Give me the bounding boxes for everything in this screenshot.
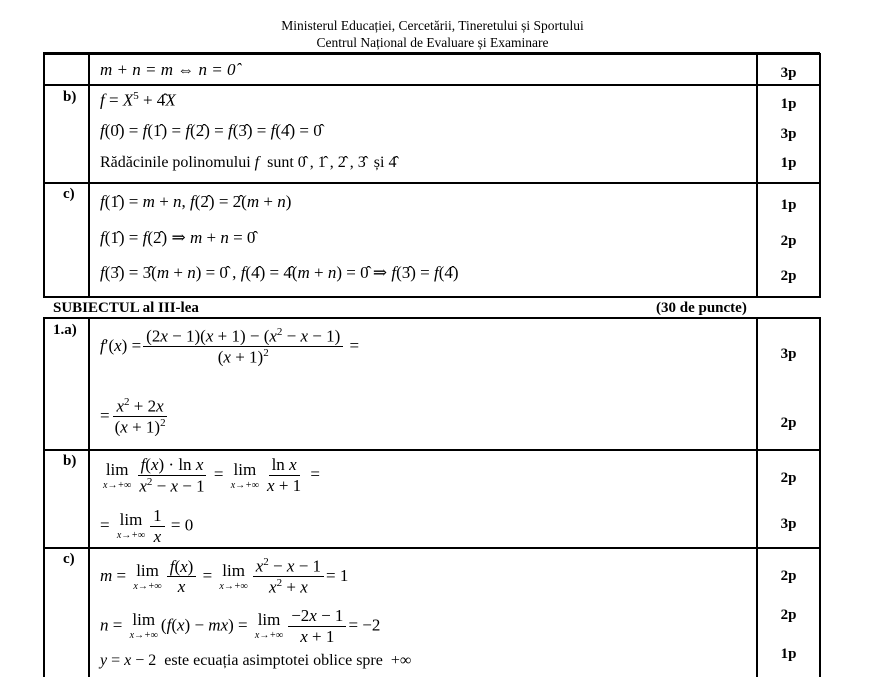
solution-line: f(0̂) = f(1̂) = f(2̂) = f(3̂) = f(4̂) = 0̂ xyxy=(100,121,322,140)
points-value: 3p xyxy=(780,126,797,142)
solution-line: f(1̂) = m + n, f(2̂) = 2̂(m + n) xyxy=(100,192,292,211)
lim-subscript: x→+∞ xyxy=(230,479,260,491)
row-divider xyxy=(43,296,820,298)
item-label: c) xyxy=(63,186,75,202)
solution-line: Rădăcinile polinomului f sunt 0̂ , 1̂ , 2̂ , 3̂ și 4̂ xyxy=(100,154,397,171)
solution-line: y = x − 2 este ecuația asimptotei oblice spre +∞ xyxy=(100,652,412,669)
points-column-divider xyxy=(756,53,758,298)
points-value: 2p xyxy=(780,233,797,249)
header-rule xyxy=(43,52,820,55)
solution-line: m = lim x→+∞ $\frac{f(x)}{x}$ = lim x→+∞ $\frac{x^2 - x - 1}{x^2 + x}$ = 1 xyxy=(100,556,349,597)
lim-subscript: x→+∞ xyxy=(129,630,158,642)
section-score: (30 de puncte) xyxy=(656,300,747,316)
points-value: 2p xyxy=(780,415,797,431)
points-value: 2p xyxy=(780,268,797,284)
points-value: 1p xyxy=(780,646,797,662)
lim-operator: lim xyxy=(257,610,281,630)
points-value: 1p xyxy=(780,197,797,213)
item-label: c) xyxy=(63,551,75,567)
lim-operator: lim xyxy=(132,610,156,630)
points-value: 2p xyxy=(780,607,797,623)
points-value: 2p xyxy=(780,568,797,584)
solution-line: n = lim x→+∞ (f(x) − mx) = lim x→+∞ $\frac{-2x - 1}{x + 1}$ = −2 xyxy=(100,606,381,646)
item-label: b) xyxy=(63,453,77,469)
lim-operator: lim xyxy=(136,561,159,581)
asymptote-text: este ecuația asimptotei oblice spre xyxy=(164,652,383,669)
table-border-right xyxy=(819,53,821,298)
solution-line: lim x→+∞ $\frac{\text{f(x) · ln x}}{x^2 - x - 1}$ = lim x→+∞ $\frac{\text{ln x}}{x + 1}$ = xyxy=(103,455,321,496)
label-column-divider xyxy=(88,53,90,298)
row-divider xyxy=(43,84,820,86)
lim-subscript: x→+∞ xyxy=(133,581,162,593)
lim-operator: lim xyxy=(233,459,257,479)
lim-subscript: x→+∞ xyxy=(103,479,132,491)
lim-subscript: x→+∞ xyxy=(219,581,248,593)
center-title: Centrul Național de Evaluare și Examinare xyxy=(316,35,549,50)
solution-line: $f = X^5$ + 4̂X xyxy=(100,90,176,110)
table-border-left xyxy=(43,317,45,677)
points-value: 1p xyxy=(780,96,797,112)
row-divider xyxy=(43,182,820,184)
solution-line: m + n = m ⇔ n = 0̂ xyxy=(100,60,236,79)
roots-text: Rădăcinile polinomului xyxy=(100,154,251,171)
solution-line: f′(x) = $\frac{(2x - 1)(x + 1) - (x^2 - x - 1)}{(x + 1)^2}$ = xyxy=(100,326,360,367)
row-divider xyxy=(43,449,820,451)
solution-line: = lim x→+∞ $\frac{1}{x}$ = 0 xyxy=(100,506,194,546)
lim-operator: lim xyxy=(105,459,129,479)
table-border-left xyxy=(43,53,45,298)
points-value: 1p xyxy=(780,155,797,171)
table-top-border xyxy=(43,317,820,319)
lim-subscript: x→+∞ xyxy=(116,530,146,542)
roots-sunt: sunt xyxy=(267,154,294,171)
label-column-divider xyxy=(88,317,90,677)
lim-operator: lim xyxy=(119,510,143,530)
lim-operator: lim xyxy=(222,561,245,581)
points-value: 2p xyxy=(780,470,797,486)
section-title: SUBIECTUL al III-lea xyxy=(53,300,199,316)
points-value: 3p xyxy=(780,346,797,362)
solution-line: f(1̂) = f(2̂) ⇒ m + n = 0̂ xyxy=(100,228,256,247)
solution-line: f(3̂) = 3̂(m + n) = 0̂ , f(4̂) = 4̂(m + n) = 0̂ ⇒ f(3̂) = f(4̂) xyxy=(100,263,459,282)
item-label: 1.a) xyxy=(53,322,77,338)
solution-line: = $\frac{x^2 + 2x}{(x + 1)^2}$ xyxy=(100,396,166,437)
points-value: 3p xyxy=(780,516,797,532)
lim-subscript: x→+∞ xyxy=(254,630,284,642)
points-value: 3p xyxy=(780,65,797,81)
roots-si: și xyxy=(373,154,385,171)
ministry-title: Ministerul Educației, Cercetării, Tineretului și Sportului xyxy=(281,18,584,33)
row-divider xyxy=(43,547,820,549)
item-label: b) xyxy=(63,89,77,105)
